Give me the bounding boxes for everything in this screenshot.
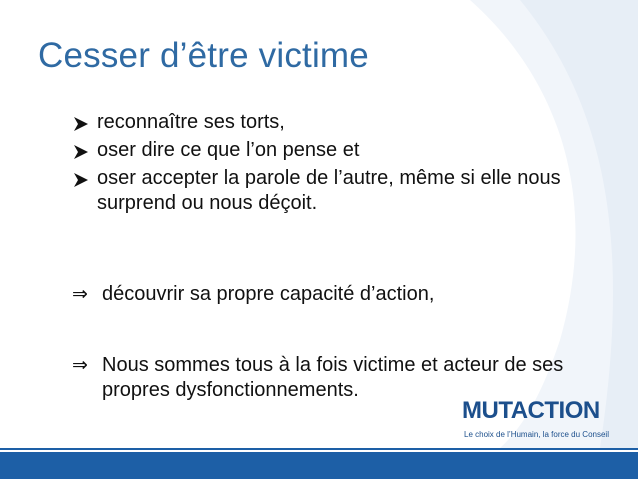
bullet-text: oser accepter la parole de l’autre, même si elle nous surprend ou nous déçoit. (97, 167, 561, 214)
bullet-item (72, 166, 612, 216)
implication-text: découvrir sa propre capacité d’action, (102, 283, 435, 305)
bullet-item (72, 138, 612, 163)
implies-arrow-icon: ⇒ (72, 354, 88, 376)
implication-item (72, 282, 612, 307)
arrowhead-bullet-icon (72, 171, 92, 189)
bullet-text: oser dire ce que l’on pense et (97, 139, 360, 161)
implies-arrow-icon: ⇒ (72, 283, 88, 305)
logo-tagline: Le choix de l’Humain, la force du Conseil (464, 430, 609, 439)
arrowhead-bullet-icon (72, 115, 92, 133)
footer-divider (0, 448, 638, 450)
implication-text: Nous sommes tous à la fois victime et acteur de ses propres dysfonctionnements. (102, 354, 564, 401)
slide-title: Cesser d’être victime (38, 36, 369, 75)
footer-bar (0, 452, 638, 479)
bullet-list (72, 110, 612, 219)
logo-wordmark: MUTACTION (462, 397, 600, 424)
implication-item (72, 353, 612, 403)
mutaction-logo (462, 397, 622, 445)
arrowhead-bullet-icon (72, 143, 92, 161)
bullet-item (72, 110, 612, 135)
bullet-text: reconnaître ses torts, (97, 111, 285, 133)
